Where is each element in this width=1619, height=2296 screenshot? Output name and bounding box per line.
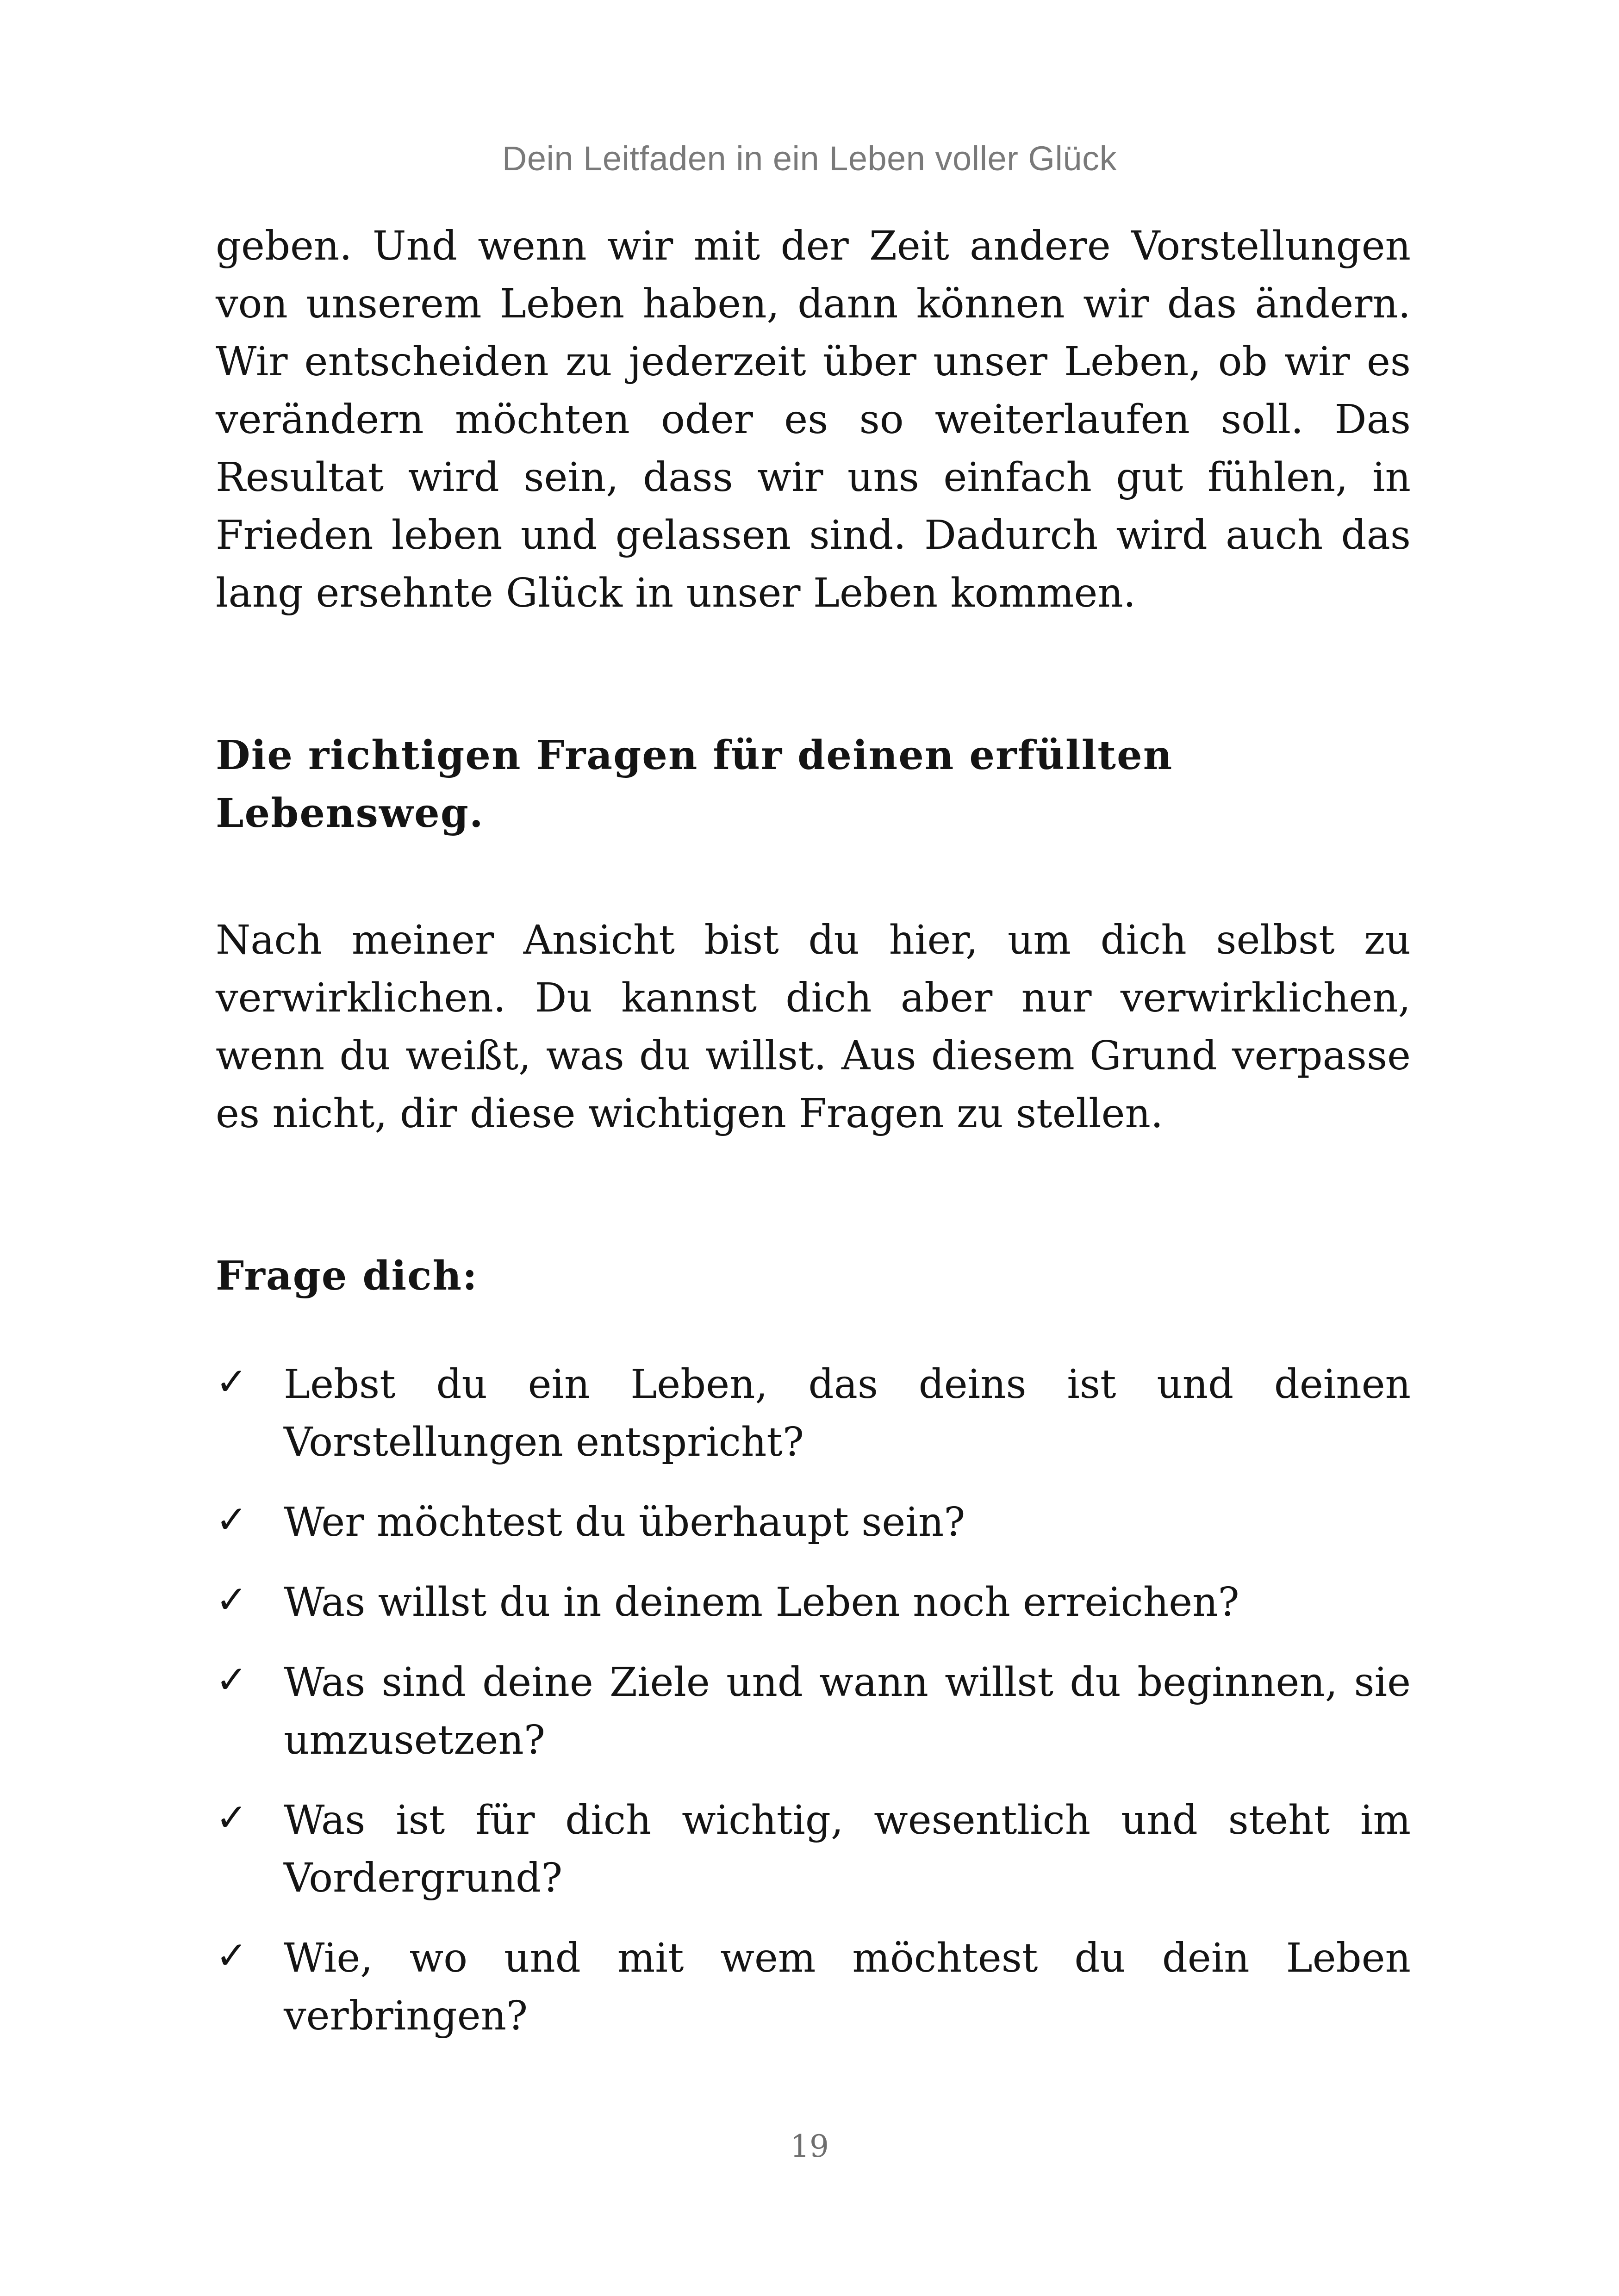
checklist-item-text: Was sind deine Ziele und wann willst du beginnen, sie umzusetzen? xyxy=(284,1659,1411,1763)
checklist-item xyxy=(216,1792,1411,1907)
list-heading: Frage dich: xyxy=(216,1253,478,1299)
checklist-item xyxy=(216,1930,1411,2045)
page-number: 19 xyxy=(790,2128,829,2164)
checklist-item xyxy=(216,1356,1411,1471)
checkmark-icon: ✓ xyxy=(216,1360,248,1404)
checklist-item xyxy=(216,1654,1411,1769)
checklist-item-text: Was willst du in deinem Leben noch erreichen? xyxy=(284,1579,1239,1626)
checkmark-icon: ✓ xyxy=(216,1934,248,1978)
checklist-item-text: Wer möchtest du überhaupt sein? xyxy=(284,1499,965,1545)
checklist-item-text: Was ist für dich wichtig, wesentlich und steht im Vordergrund? xyxy=(284,1797,1411,1901)
section-heading: Die richtigen Fragen für deinen erfüllten Lebensweg. xyxy=(216,732,1173,837)
checkmark-icon: ✓ xyxy=(216,1498,248,1542)
checklist-item-text: Wie, wo und mit wem möchtest du dein Leben verbringen? xyxy=(284,1935,1411,2039)
checklist-item xyxy=(216,1494,1411,1551)
checklist-item xyxy=(216,1574,1411,1632)
checkmark-icon: ✓ xyxy=(216,1796,248,1840)
checkmark-icon: ✓ xyxy=(216,1658,248,1702)
body-paragraph: Nach meiner Ansicht bist du hier, um dich selbst zu verwirklichen. Du kannst dich aber nur verwirklichen, wenn du weißt, was du willst. Aus diesem Grund verpasse es nicht, dir diese wichtigen Fragen zu stellen. xyxy=(216,917,1411,1137)
question-checklist xyxy=(216,1356,1411,2045)
checkmark-icon: ✓ xyxy=(216,1578,248,1622)
checklist-item-text: Lebst du ein Leben, das deins ist und deinen Vorstellungen entspricht? xyxy=(284,1361,1411,1465)
body-paragraph: geben. Und wenn wir mit der Zeit andere Vorstellungen von unserem Leben haben, dann können wir das ändern. Wir entscheiden zu jederzeit über unser Leben, ob wir es verändern möchten oder es so weiterlaufen soll. Das Resultat wird sein, dass wir uns einfach gut fühlen, in Frieden leben und gelassen sind. Dadurch wird auch das lang ersehnte Glück in unser Leben kommen. xyxy=(216,223,1411,616)
running-header: Dein Leitfaden in ein Leben voller Glück xyxy=(502,139,1117,178)
page-content xyxy=(216,217,1411,2067)
